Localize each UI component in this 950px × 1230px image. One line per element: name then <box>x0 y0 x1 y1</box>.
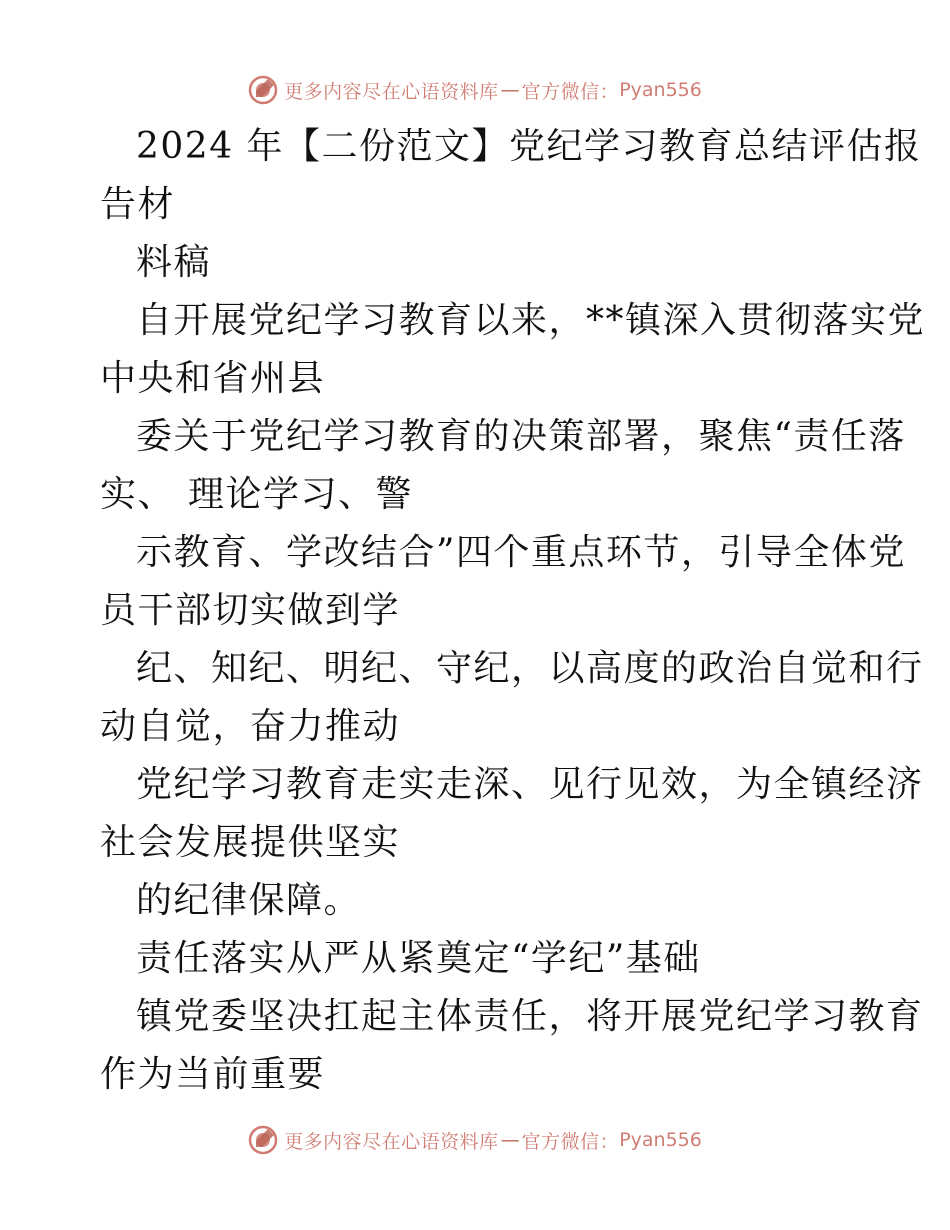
watermark-suffix: 官方微信： <box>521 1130 620 1153</box>
watermark-account: Pyan556 <box>619 79 702 101</box>
pen-logo-icon <box>248 1125 278 1155</box>
document-line: 动自觉，奋力推动 <box>100 706 401 747</box>
document-line: 员干部切实做到学 <box>100 590 401 631</box>
document-line: 料稿 <box>136 242 212 283</box>
document-line: 责任落实从严从紧奠定“学纪”基础 <box>136 938 701 979</box>
watermark-suffix: 官方微信： <box>521 80 620 103</box>
document-line: 纪、知纪、明纪、守纪，以高度的政治自觉和行 <box>136 648 924 689</box>
document-line: 党纪学习教育走实走深、见行见效，为全镇经济 <box>136 764 924 805</box>
document-line: 自开展党纪学习教育以来，**镇深入贯彻落实党 <box>136 300 926 341</box>
watermark-account: Pyan556 <box>619 1129 702 1151</box>
document-line: 实、 理论学习、警 <box>100 474 413 515</box>
document-line: 作为当前重要 <box>100 1054 326 1095</box>
watermark-text: 更多内容尽在心语资料库 <box>284 1130 499 1153</box>
watermark-text: 更多内容尽在心语资料库 <box>284 80 499 103</box>
document-body <box>100 118 926 1104</box>
header-watermark <box>0 70 950 110</box>
document-line: 的纪律保障。 <box>136 880 362 921</box>
footer-watermark <box>0 1120 950 1160</box>
document-line: 委关于党纪学习教育的决策部署，聚焦“责任落 <box>136 416 906 457</box>
document-line: 镇党委坚决扛起主体责任，将开展党纪学习教育 <box>136 996 924 1037</box>
document-line: 示教育、学改结合”四个重点环节，引导全体党 <box>136 532 906 573</box>
document-line: 中央和省州县 <box>100 358 326 399</box>
document-line: 社会发展提供坚实 <box>100 822 401 863</box>
watermark-separator: — <box>500 79 520 101</box>
pen-logo-icon <box>248 75 278 105</box>
document-line: 2024 年【二份范文】党纪学习教育总结评估报 <box>136 126 922 167</box>
watermark-separator: — <box>500 1129 520 1151</box>
document-line: 告材 <box>100 184 176 225</box>
